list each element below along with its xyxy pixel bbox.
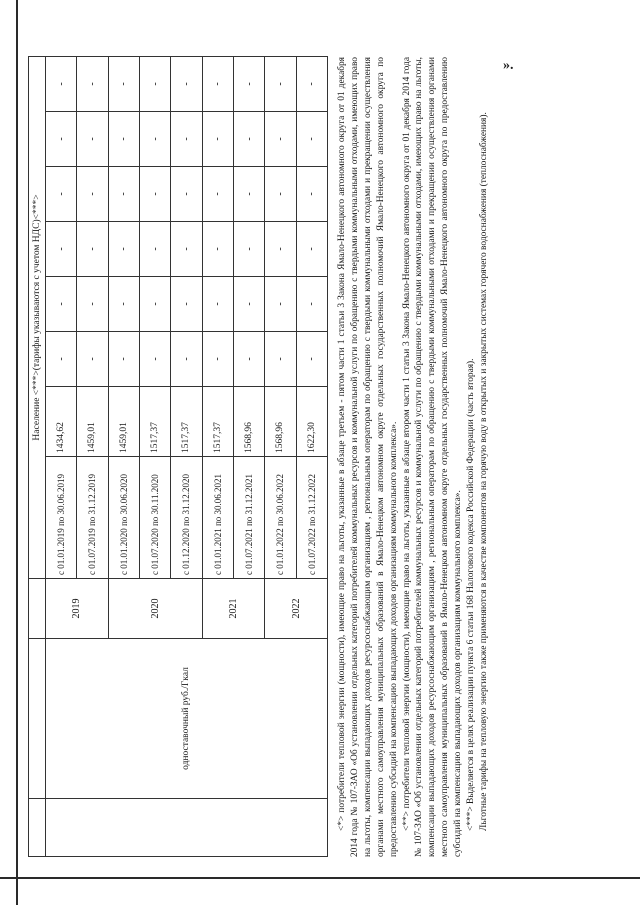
period-cell: с 01.01.2022 по 30.06.2022	[265, 457, 296, 579]
period-cell: с 01.07.2020 по 30.11.2020	[139, 457, 170, 579]
period-cell: с 01.07.2022 по 31.12.2022	[296, 457, 327, 579]
dash-cell: -	[139, 56, 170, 111]
dash-cell: -	[171, 56, 202, 111]
value-cell: 1517,37	[202, 387, 233, 457]
dash-cell: -	[139, 167, 170, 222]
period-cell: с 01.01.2021 по 30.06.2021	[202, 457, 233, 579]
year-cell: 2019	[46, 579, 109, 639]
tariff-table	[28, 56, 328, 857]
scan-bottom-edge	[0, 877, 640, 879]
dash-cell: -	[233, 167, 264, 222]
dash-cell: -	[46, 332, 77, 387]
dash-cell: -	[171, 112, 202, 167]
dash-cell: -	[202, 167, 233, 222]
rotated-document	[28, 57, 498, 857]
period-cell: с 01.07.2021 по 31.12.2021	[233, 457, 264, 579]
dash-cell: -	[108, 112, 139, 167]
footnote-1: <*> потребители тепловой энергии (мощности), имеющие право на льготы, указанные в абзаце третьем - пятом части 1 статьи 3 Закона Ямало-Ненецкого автономного округа от 01 декабря 2014 года № 107-ЗАО «Об установлении отдельных категорий потребителей коммунальных ресурсов и коммунальной услуги по обращению с твердыми коммунальными отходами, имеющих право на льготы, компенсации выпадающих доходов ресурсоснабжающим организациям , региональным операторам по обращению с твердыми коммунальными отходами и прекращении осуществления органами местного самоуправления муниципальных образований в Ямало-Ненецком автономном округе отдельных государственных полномочий Ямало-Ненецкого автономного округа по предоставлению субсидий на компенсацию выпадающих доходов организациям коммунального комплекса».	[337, 57, 399, 857]
dash-cell: -	[233, 112, 264, 167]
unit-cell: одноставочный руб./Гкал	[46, 639, 328, 799]
period-cell: с 01.12.2020 по 31.12.2020	[171, 457, 202, 579]
dash-cell: -	[77, 167, 108, 222]
dash-cell: -	[77, 112, 108, 167]
dash-cell: -	[108, 277, 139, 332]
dash-cell: -	[77, 56, 108, 111]
period-cell: с 01.07.2019 по 31.12.2019	[77, 457, 108, 579]
dash-cell: -	[233, 222, 264, 277]
value-cell: 1459,01	[77, 387, 108, 457]
dash-cell: -	[108, 332, 139, 387]
dash-cell: -	[139, 222, 170, 277]
blank-cell	[46, 799, 328, 857]
dash-cell: -	[202, 222, 233, 277]
dash-cell: -	[108, 222, 139, 277]
dash-cell: -	[265, 222, 296, 277]
dash-cell: -	[46, 167, 77, 222]
dash-cell: -	[202, 112, 233, 167]
value-cell: 1622,30	[296, 387, 327, 457]
dash-cell: -	[46, 112, 77, 167]
value-cell: 1568,96	[233, 387, 264, 457]
dash-cell: -	[265, 332, 296, 387]
year-cell: 2021	[202, 579, 265, 639]
dash-cell: -	[46, 277, 77, 332]
blank-cell	[29, 639, 46, 799]
dash-cell: -	[46, 56, 77, 111]
dash-cell: -	[108, 56, 139, 111]
dash-cell: -	[202, 277, 233, 332]
dash-cell: -	[265, 56, 296, 111]
blank-cell	[29, 799, 46, 857]
dash-cell: -	[171, 277, 202, 332]
dash-cell: -	[171, 167, 202, 222]
dash-cell: -	[139, 332, 170, 387]
dash-cell: -	[139, 112, 170, 167]
dash-cell: -	[296, 56, 327, 111]
period-cell: с 01.01.2020 по 30.06.2020	[108, 457, 139, 579]
period-cell: с 01.01.2019 по 30.06.2019	[46, 457, 77, 579]
year-cell: 2022	[265, 579, 328, 639]
dash-cell: -	[202, 56, 233, 111]
dash-cell: -	[265, 112, 296, 167]
corner-mark: ».	[503, 58, 514, 73]
value-cell: 1568,96	[265, 387, 296, 457]
dash-cell: -	[233, 56, 264, 111]
dash-cell: -	[171, 332, 202, 387]
value-cell: 1517,37	[171, 387, 202, 457]
footnote-4: Льготные тарифы на тепловую энергию также применяются в качестве компонентов на горячую воду в открытых и закрытых системах горячего водоснабжения (теплоснабжения).	[478, 112, 489, 831]
dash-cell: -	[296, 167, 327, 222]
dash-cell: -	[233, 277, 264, 332]
dash-cell: -	[296, 112, 327, 167]
dash-cell: -	[77, 277, 108, 332]
dash-cell: -	[202, 332, 233, 387]
dash-cell: -	[296, 277, 327, 332]
dash-cell: -	[77, 332, 108, 387]
footnote-3: <***> Выделяется в целях реализации пункта 6 статьи 168 Налогового кодекса Российской Федерации (часть вторая).	[466, 358, 477, 831]
dash-cell: -	[233, 332, 264, 387]
footnote-2: <**> потребители тепловой энергии (мощности), имеющие право на льготы, указанные в абзаце втором части 1 статьи 3 Закона Ямало-Ненецкого автономного округа от 01 декабря 2014 года № 107-ЗАО «Об установлении отдельных категорий потребителей коммунальных ресурсов и коммунальной услуги по обращению с твердыми коммунальными отходами, имеющих право на льготы, компенсации выпадающих доходов ресурсоснабжающим организациям , региональным операторам по обращению с твердыми коммунальными отходами и прекращении осуществления органами местного самоуправления муниципальных образований в Ямало-Ненецком автономном округе отдельных государственных полномочий Ямало-Ненецкого автономного округа по предоставлению субсидий на компенсацию выпадающих доходов организациям коммунального комплекса».	[401, 57, 464, 857]
dash-cell: -	[265, 277, 296, 332]
dash-cell: -	[296, 332, 327, 387]
dash-cell: -	[77, 222, 108, 277]
scan-left-edge	[16, 0, 18, 905]
dash-cell: -	[108, 167, 139, 222]
dash-cell: -	[139, 277, 170, 332]
dash-cell: -	[171, 222, 202, 277]
dash-cell: -	[46, 222, 77, 277]
footnotes	[336, 57, 491, 857]
year-cell: 2020	[108, 579, 202, 639]
value-cell: 1434,62	[46, 387, 77, 457]
blank-cell	[29, 579, 46, 639]
dash-cell: -	[265, 167, 296, 222]
value-cell: 1517,37	[139, 387, 170, 457]
dash-cell: -	[296, 222, 327, 277]
table-header: Население <***>(тарифы указываются с учетом НДС)<***>	[29, 56, 46, 578]
value-cell: 1459,01	[108, 387, 139, 457]
